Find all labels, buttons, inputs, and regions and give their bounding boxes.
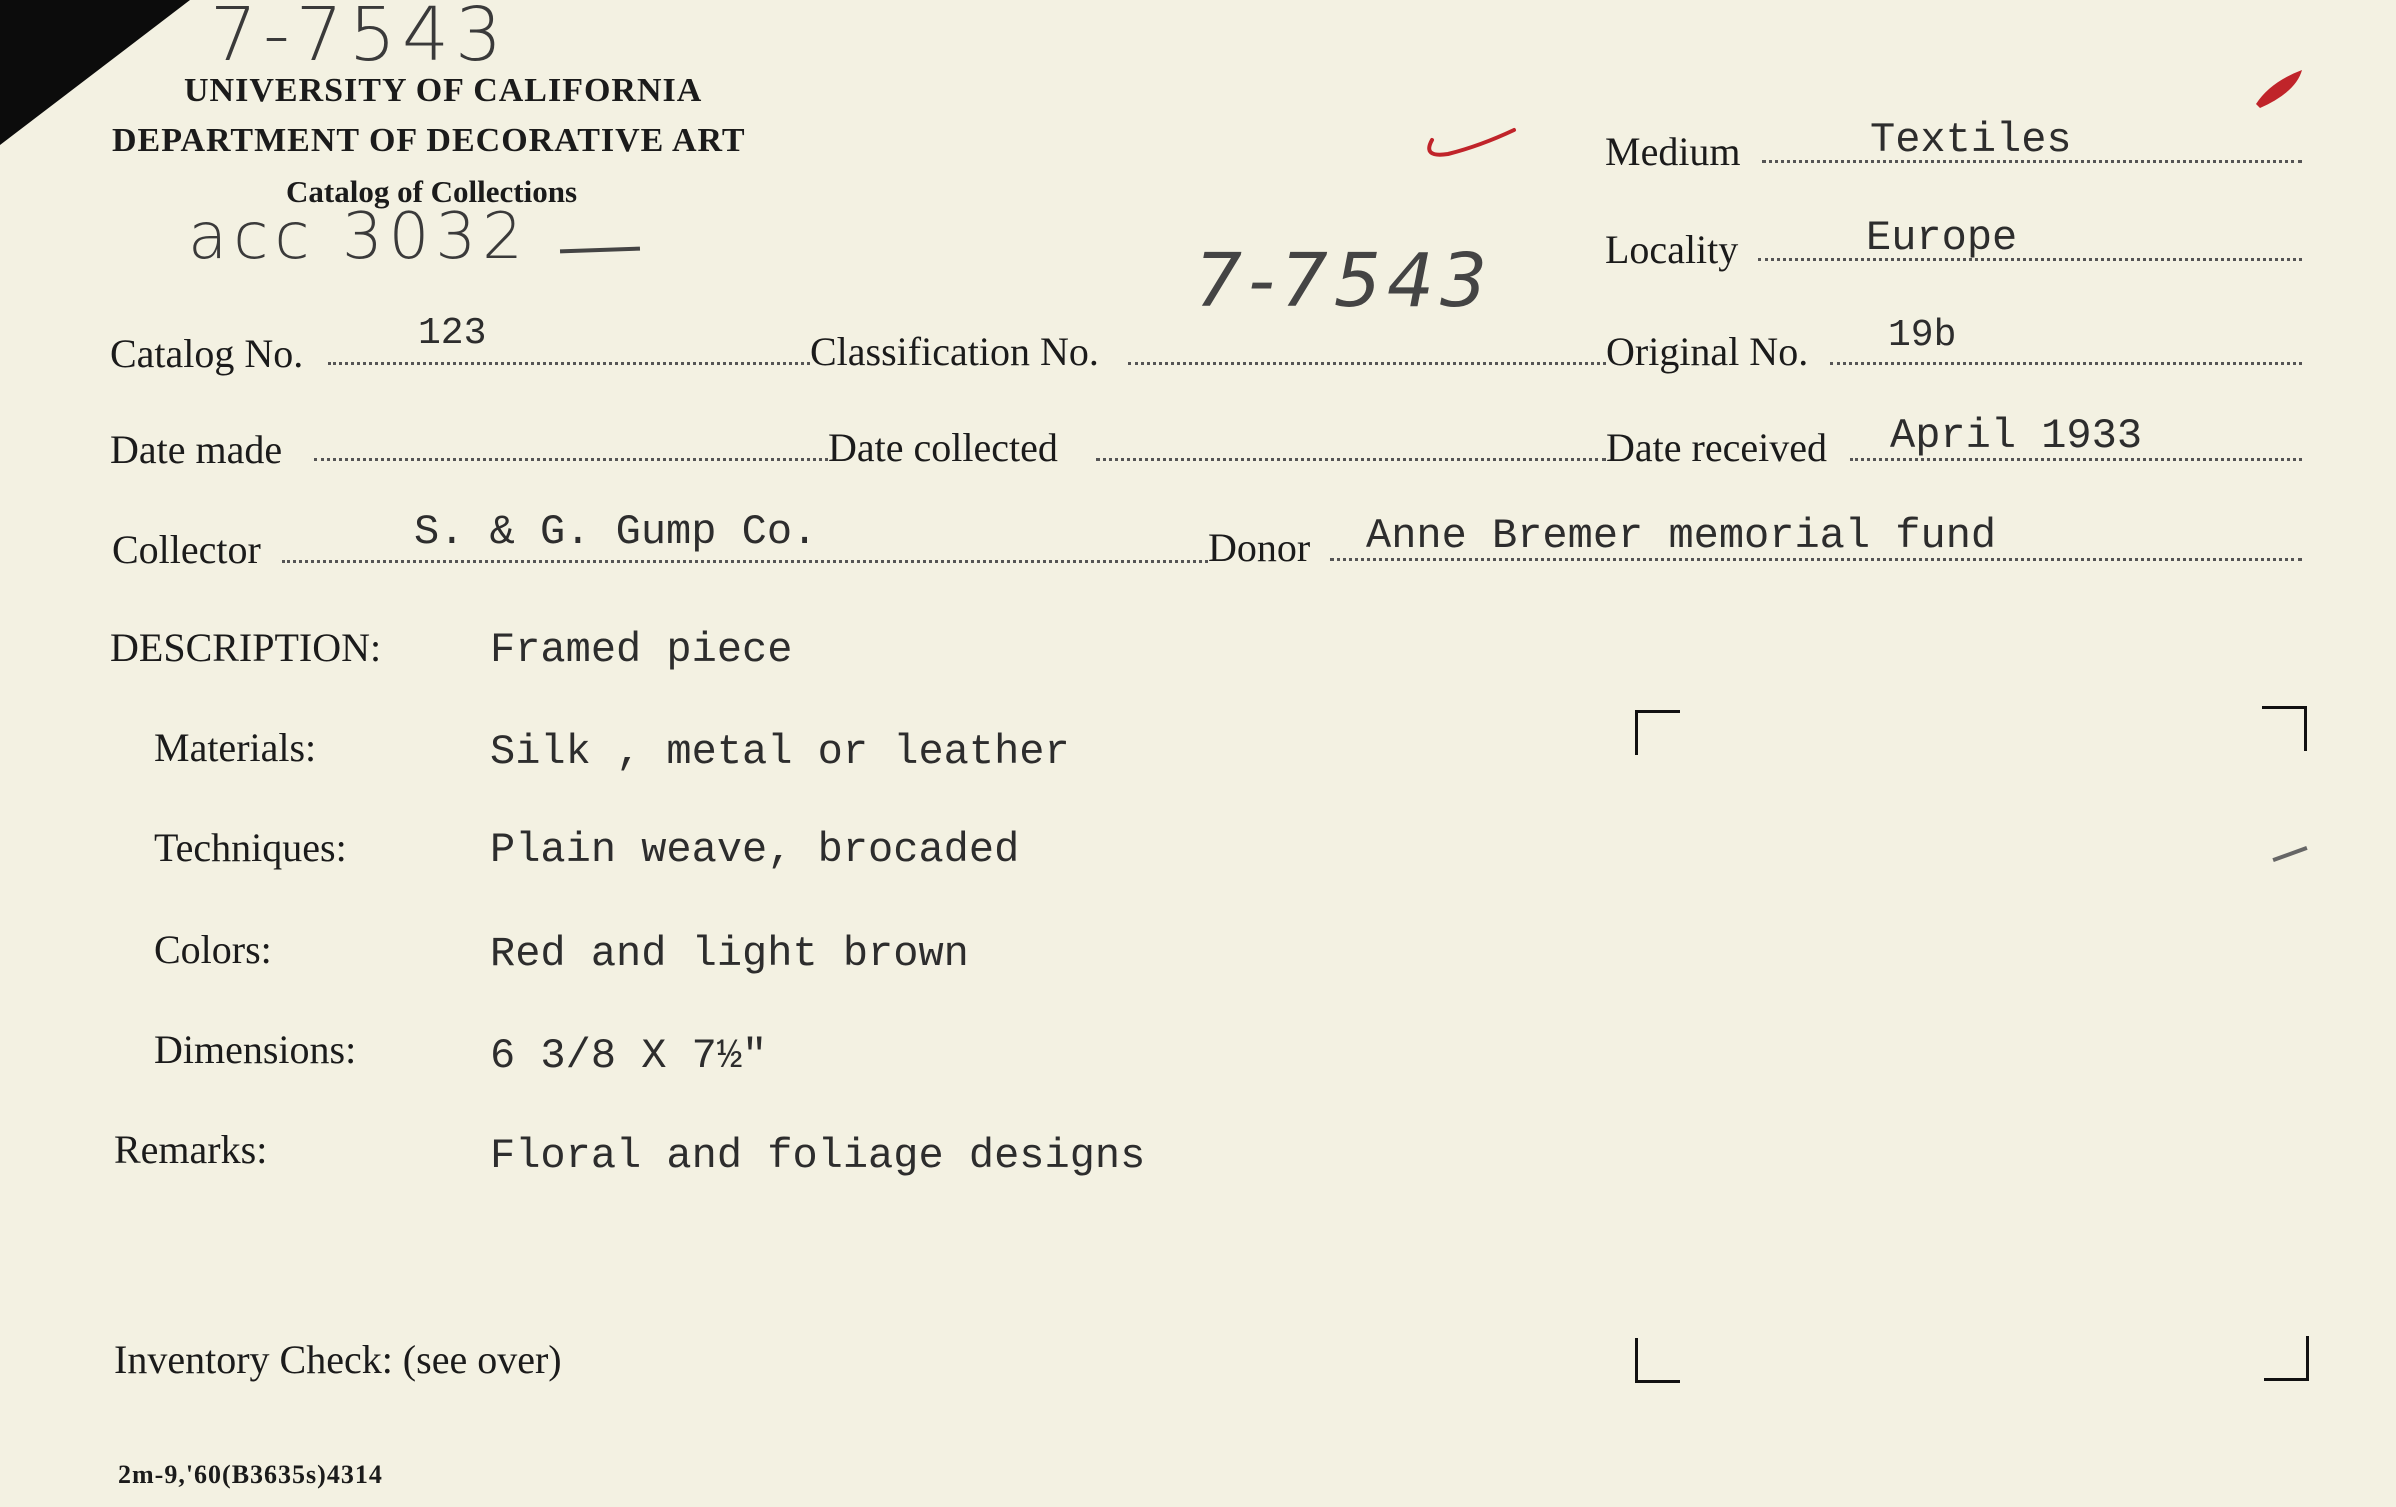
classification-no-label: Classification No. (810, 329, 1099, 374)
crop-mark-bottom-right (2264, 1336, 2309, 1381)
collector-value: S. & G. Gump Co. (414, 508, 818, 556)
handwritten-accession-number: acc 3032 (188, 200, 529, 274)
original-no-value: 19b (1888, 314, 1957, 357)
description-value: Framed piece (490, 626, 793, 674)
locality-value: Europe (1866, 214, 2018, 262)
red-check-mark (1420, 122, 1520, 172)
dimensions-label: Dimensions: (154, 1027, 357, 1072)
colors-value: Red and light brown (490, 930, 969, 978)
catalog-no-label: Catalog No. (110, 331, 304, 376)
crop-mark-bottom-left (1635, 1338, 1680, 1383)
techniques-value: Plain weave, brocaded (490, 826, 1020, 874)
date-collected-line (1096, 458, 1606, 461)
collector-label: Collector (112, 527, 261, 572)
crop-mark-top-left (1635, 710, 1680, 755)
handwritten-top-number: 7-7543 (210, 0, 509, 78)
original-no-line (1830, 362, 2302, 365)
date-made-line (314, 458, 828, 461)
materials-label: Materials: (154, 725, 317, 770)
red-ink-mark (2250, 62, 2310, 112)
colors-label: Colors: (154, 927, 272, 972)
catalog-no-value: 123 (418, 312, 487, 355)
university-heading: UNIVERSITY OF CALIFORNIA (184, 72, 703, 109)
materials-value: Silk , metal or leather (490, 728, 1070, 776)
techniques-label: Techniques: (154, 825, 347, 870)
donor-value: Anne Bremer memorial fund (1366, 512, 1997, 560)
date-made-label: Date made (110, 427, 283, 472)
handwritten-middle-number: 7-7543 (1195, 238, 1494, 324)
inventory-check: Inventory Check: (see over) (114, 1337, 562, 1382)
date-collected-label: Date collected (828, 425, 1058, 470)
dimensions-value: 6 3/8 X 7½" (490, 1032, 768, 1080)
date-received-label: Date received (1606, 425, 1827, 470)
department-heading: DEPARTMENT OF DECORATIVE ART (112, 122, 746, 159)
medium-value: Textiles (1870, 116, 2072, 164)
remarks-value: Floral and foliage designs (490, 1132, 1146, 1180)
accession-underline (560, 247, 640, 254)
original-no-label: Original No. (1606, 329, 1809, 374)
pencil-tick-mark (2272, 846, 2307, 862)
medium-label: Medium (1605, 129, 1741, 174)
date-received-value: April 1933 (1890, 412, 2143, 460)
remarks-label: Remarks: (114, 1127, 268, 1172)
donor-label: Donor (1208, 525, 1311, 570)
description-label: DESCRIPTION: (110, 625, 382, 670)
catalog-heading: Catalog of Collections (286, 174, 578, 209)
classification-no-line (1128, 362, 1606, 365)
crop-mark-top-right (2262, 706, 2307, 751)
locality-label: Locality (1605, 227, 1739, 272)
locality-line (1758, 258, 2302, 261)
collector-line (282, 560, 1208, 563)
print-code: 2m-9,'60(B3635s)4314 (118, 1460, 383, 1489)
catalog-no-line (328, 362, 810, 365)
